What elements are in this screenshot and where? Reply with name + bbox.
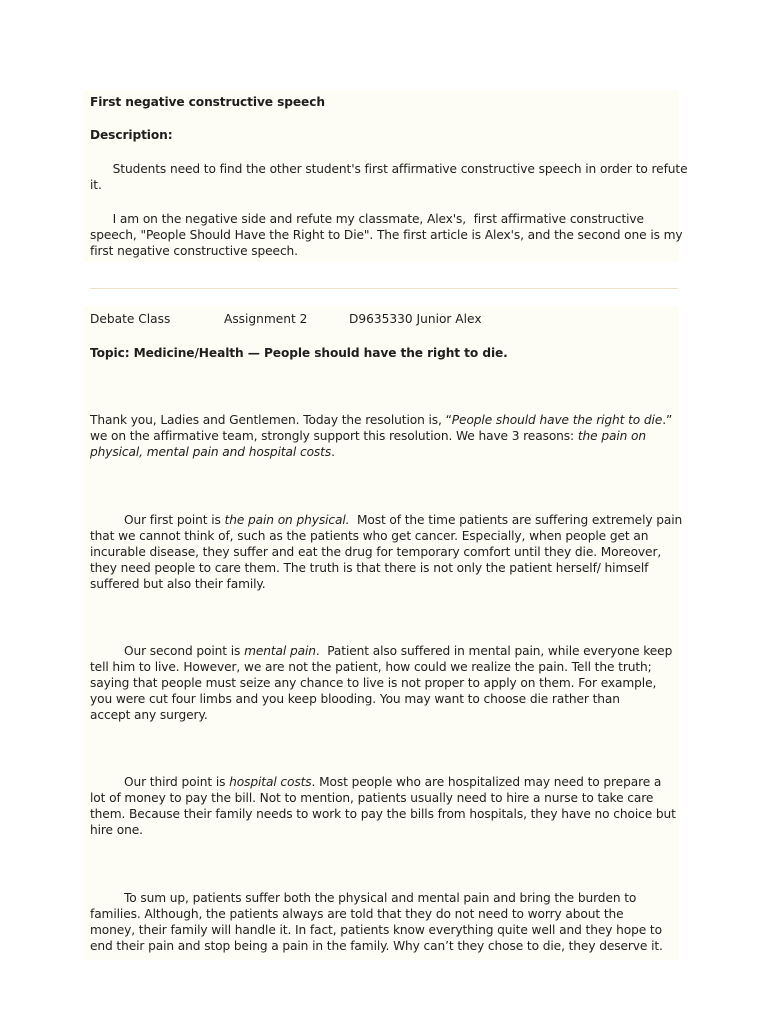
intro-paragraph-2-line: speech, "People Should Have the Right to Die". The first article is Alex's, and the second one is my — [90, 228, 683, 242]
point3-line: hire one. — [90, 823, 143, 837]
point1-line: they need people to care them. The truth is that there is not only the patient herself/ himself — [90, 561, 649, 575]
point3-line: lot of money to pay the bill. Not to mention, patients usually need to hire a nurse to take care — [90, 791, 654, 805]
opening-line: Thank you, Ladies and Gentlemen. Today the resolution is, “People should have the right to die.” — [90, 413, 673, 427]
section-divider — [90, 288, 678, 289]
point2-line: saying that people must seize any chance to live is not proper to apply on them. For example, — [90, 676, 657, 690]
point1-line: Our first point is the pain on physical. Most of the time patients are suffering extremely pain — [90, 513, 683, 527]
point2-line: you were cut four limbs and you keep blooding. You may want to choose die rather than — [90, 692, 620, 706]
point1-line: suffered but also their family. — [90, 577, 266, 591]
class-name: Debate Class — [90, 312, 171, 326]
conclusion-line: To sum up, patients suffer both the physical and mental pain and bring the burden to — [90, 891, 637, 905]
document-title: First negative constructive speech — [90, 95, 325, 109]
point2-line: Our second point is mental pain. Patient also suffered in mental pain, while everyone keep — [90, 644, 673, 658]
opening-line: we on the affirmative team, strongly support this resolution. We have 3 reasons: the pain on — [90, 429, 646, 443]
point1-line: that we cannot think of, such as the patients who get cancer. Especially, when people get an — [90, 529, 649, 543]
intro-paragraph-2-line: I am on the negative side and refute my classmate, Alex's, first affirmative constructive — [90, 212, 644, 226]
conclusion-line: end their pain and stop being a pain in the family. Why can’t they chose to die, they deserve it. — [90, 939, 663, 953]
topic-heading: Topic: Medicine/Health — People should have the right to die. — [90, 346, 508, 360]
point2-line: tell him to live. However, we are not the patient, how could we realize the pain. Tell the truth; — [90, 660, 652, 674]
opening-line: physical, mental pain and hospital costs. — [90, 445, 335, 459]
conclusion-line: families. Although, the patients always are told that they do not need to worry about the — [90, 907, 624, 921]
conclusion-line: money, their family will handle it. In fact, patients know everything quite well and they hope to — [90, 923, 662, 937]
description-label: Description: — [90, 128, 173, 142]
intro-paragraph-1-line: Students need to find the other student's first affirmative constructive speech in order to refute — [90, 162, 688, 176]
point3-line: them. Because their family needs to work to pay the bills from hospitals, they have no choice but — [90, 807, 676, 821]
point1-line: incurable disease, they suffer and eat the drug for temporary comfort until they die. Moreover, — [90, 545, 662, 559]
intro-paragraph-2-line: first negative constructive speech. — [90, 244, 298, 258]
speech-panel — [83, 306, 679, 960]
intro-paragraph-1-line: it. — [90, 178, 102, 192]
student-id: D9635330 Junior Alex — [349, 312, 482, 326]
assignment-label: Assignment 2 — [224, 312, 308, 326]
point2-line: accept any surgery. — [90, 708, 208, 722]
point3-line: Our third point is hospital costs. Most people who are hospitalized may need to prepare a — [90, 775, 662, 789]
